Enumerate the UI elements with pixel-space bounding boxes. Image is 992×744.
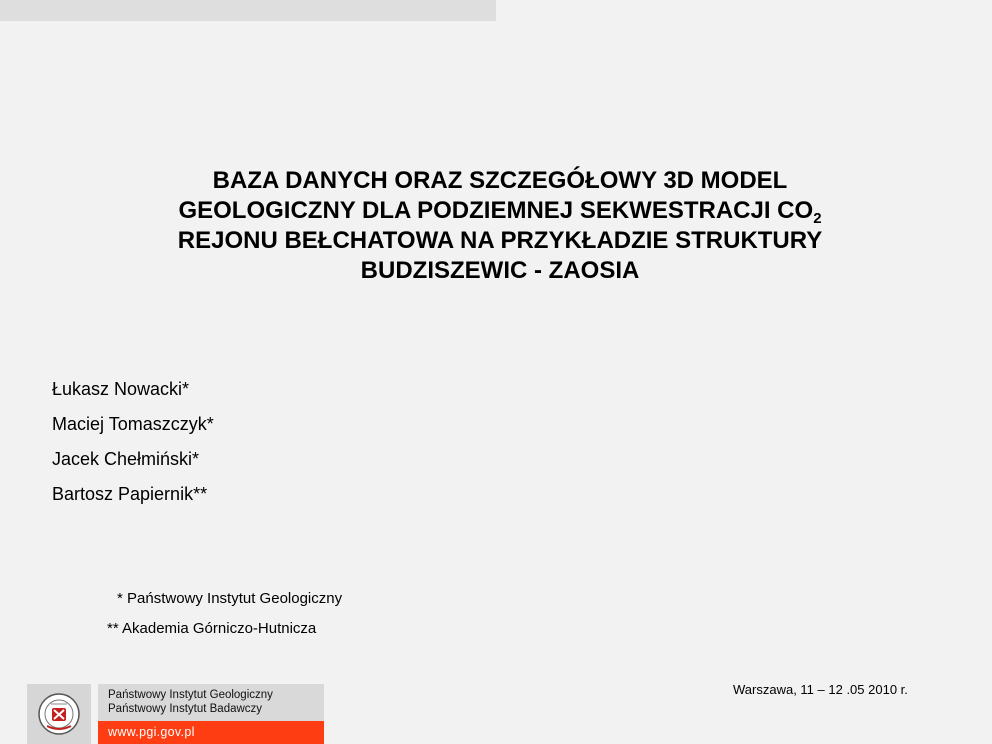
affiliation-pgi: * Państwowy Instytut Geologiczny — [117, 590, 343, 607]
author-name: Maciej Tomaszczyk* — [52, 414, 214, 434]
title-line-2 — [140, 196, 860, 226]
author-name: Jacek Chełmiński* — [52, 449, 200, 469]
presentation-title — [140, 166, 860, 286]
author-name: Łukasz Nowacki* — [52, 379, 190, 399]
pgi-footer-box — [98, 684, 324, 744]
title-line-1: BAZA DANYCH ORAZ SZCZEGÓŁOWY 3D MODEL — [212, 167, 788, 194]
url-bar — [98, 721, 324, 744]
title-line-3: REJONU BEŁCHATOWA NA PRZYKŁADZIE STRUKTURY — [177, 227, 823, 254]
website-link[interactable]: www.pgi.gov.pl — [108, 725, 195, 739]
title-line-2-text: GEOLOGICZNY DLA PODZIEMNEJ SEKWESTRACJI CO — [178, 197, 814, 224]
event-date: Warszawa, 11 – 12 .05 2010 r. — [733, 682, 908, 697]
top-decor-bar — [0, 0, 496, 21]
title-subscript: 2 — [813, 210, 822, 227]
author-list — [52, 377, 214, 517]
org-name: Państwowy Instytut Geologiczny — [108, 689, 273, 701]
affiliation-agh: ** Akademia Górniczo-Hutnicza — [107, 620, 317, 637]
title-line-4: BUDZISZEWIC - ZAOSIA — [360, 257, 640, 284]
author-name: Bartosz Papiernik** — [52, 484, 208, 504]
org-subtitle: Państwowy Instytut Badawczy — [108, 703, 263, 715]
pgi-seal-icon — [27, 684, 91, 744]
